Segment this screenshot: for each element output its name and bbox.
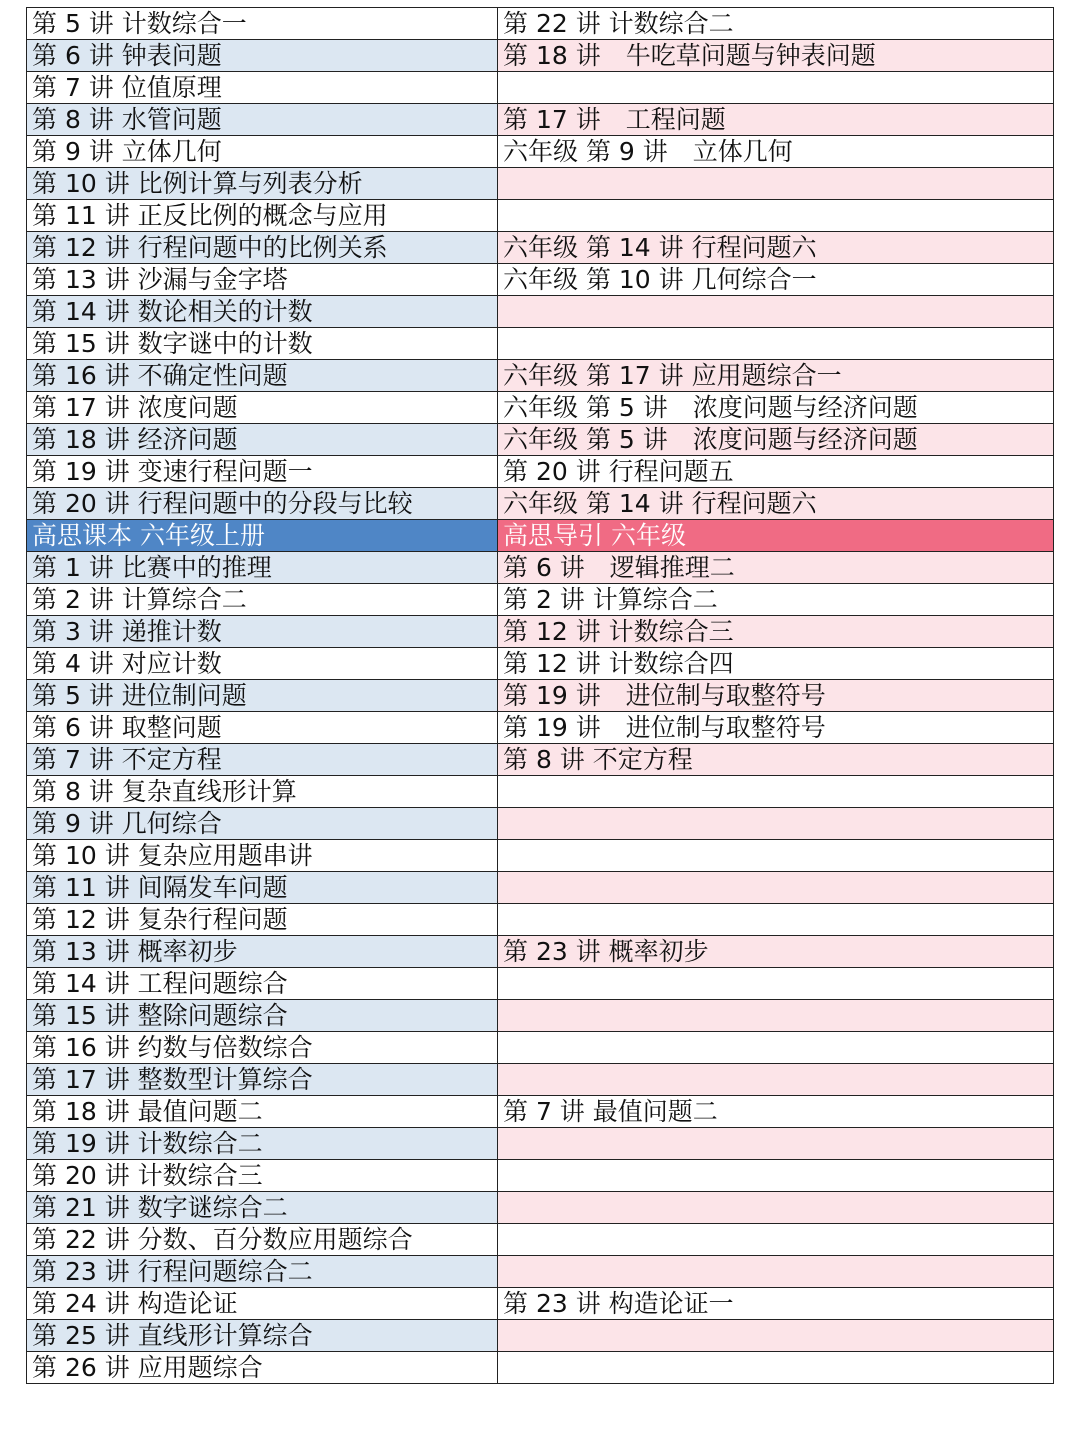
mapped-lesson-cell: 六年级 第 10 讲 几何综合一 [498, 264, 1054, 296]
mapped-lesson-cell [498, 328, 1054, 360]
lesson-cell: 第 19 讲 计数综合二 [27, 1128, 498, 1160]
lesson-cell: 第 22 讲 分数、百分数应用题综合 [27, 1224, 498, 1256]
lesson-cell: 第 17 讲 浓度问题 [27, 392, 498, 424]
lesson-cell: 第 12 讲 行程问题中的比例关系 [27, 232, 498, 264]
table-row [27, 1064, 1054, 1096]
lesson-cell: 第 24 讲 构造论证 [27, 1288, 498, 1320]
lesson-cell: 第 10 讲 复杂应用题串讲 [27, 840, 498, 872]
mapped-lesson-cell: 第 7 讲 最值问题二 [498, 1096, 1054, 1128]
lesson-cell: 第 18 讲 经济问题 [27, 424, 498, 456]
mapped-lesson-cell: 第 18 讲 牛吃草问题与钟表问题 [498, 40, 1054, 72]
mapped-lesson-cell [498, 200, 1054, 232]
table-body [27, 8, 1054, 1384]
mapped-lesson-cell: 第 19 讲 进位制与取整符号 [498, 712, 1054, 744]
lesson-cell: 第 7 讲 不定方程 [27, 744, 498, 776]
table-row [27, 904, 1054, 936]
mapped-lesson-cell: 第 23 讲 概率初步 [498, 936, 1054, 968]
lesson-cell: 第 19 讲 变速行程问题一 [27, 456, 498, 488]
mapped-lesson-cell [498, 840, 1054, 872]
table-row [27, 1160, 1054, 1192]
mapped-lesson-cell [498, 296, 1054, 328]
table-row [27, 8, 1054, 40]
table-row [27, 1000, 1054, 1032]
lesson-cell: 第 20 讲 计数综合三 [27, 1160, 498, 1192]
lesson-cell: 第 15 讲 数字谜中的计数 [27, 328, 498, 360]
mapped-lesson-cell: 六年级 第 14 讲 行程问题六 [498, 488, 1054, 520]
table-row [27, 1192, 1054, 1224]
table-row [27, 552, 1054, 584]
mapped-lesson-cell [498, 904, 1054, 936]
table-row [27, 1224, 1054, 1256]
table-row [27, 872, 1054, 904]
lesson-cell: 第 16 讲 约数与倍数综合 [27, 1032, 498, 1064]
mapped-lesson-cell: 第 12 讲 计数综合四 [498, 648, 1054, 680]
lesson-cell: 第 5 讲 计数综合一 [27, 8, 498, 40]
table-row [27, 712, 1054, 744]
lesson-cell: 第 7 讲 位值原理 [27, 72, 498, 104]
mapped-lesson-cell [498, 1128, 1054, 1160]
mapped-lesson-cell: 第 2 讲 计算综合二 [498, 584, 1054, 616]
mapped-lesson-cell: 第 8 讲 不定方程 [498, 744, 1054, 776]
mapped-lesson-cell [498, 1000, 1054, 1032]
table-row [27, 200, 1054, 232]
table-row [27, 136, 1054, 168]
mapped-lesson-cell: 第 23 讲 构造论证一 [498, 1288, 1054, 1320]
table-row [27, 648, 1054, 680]
mapped-lesson-cell [498, 776, 1054, 808]
mapped-lesson-cell [498, 72, 1054, 104]
table-row [27, 296, 1054, 328]
course-mapping-table [26, 7, 1054, 1384]
lesson-cell: 第 5 讲 进位制问题 [27, 680, 498, 712]
table-row [27, 1128, 1054, 1160]
lesson-cell: 第 18 讲 最值问题二 [27, 1096, 498, 1128]
table-row [27, 616, 1054, 648]
mapped-lesson-cell [498, 1192, 1054, 1224]
table-row [27, 1320, 1054, 1352]
mapped-lesson-cell [498, 1160, 1054, 1192]
lesson-cell: 第 14 讲 工程问题综合 [27, 968, 498, 1000]
lesson-cell: 第 2 讲 计算综合二 [27, 584, 498, 616]
table-row [27, 232, 1054, 264]
table-row [27, 360, 1054, 392]
mapped-lesson-cell [498, 1224, 1054, 1256]
mapped-lesson-cell: 六年级 第 14 讲 行程问题六 [498, 232, 1054, 264]
section-header-row [27, 520, 1054, 552]
table-row [27, 1032, 1054, 1064]
table-row [27, 776, 1054, 808]
mapped-lesson-cell: 第 6 讲 逻辑推理二 [498, 552, 1054, 584]
lesson-cell: 第 13 讲 概率初步 [27, 936, 498, 968]
mapped-lesson-cell [498, 1352, 1054, 1384]
mapped-lesson-cell: 第 22 讲 计数综合二 [498, 8, 1054, 40]
lesson-cell: 第 13 讲 沙漏与金字塔 [27, 264, 498, 296]
table-row [27, 1096, 1054, 1128]
mapped-lesson-cell [498, 168, 1054, 200]
mapped-lesson-cell: 第 19 讲 进位制与取整符号 [498, 680, 1054, 712]
lesson-cell: 第 14 讲 数论相关的计数 [27, 296, 498, 328]
mapped-lesson-cell: 六年级 第 9 讲 立体几何 [498, 136, 1054, 168]
mapped-lesson-cell: 第 17 讲 工程问题 [498, 104, 1054, 136]
mapped-lesson-cell: 六年级 第 5 讲 浓度问题与经济问题 [498, 392, 1054, 424]
table-row [27, 744, 1054, 776]
table-row [27, 584, 1054, 616]
table-row [27, 1256, 1054, 1288]
table-row [27, 840, 1054, 872]
mapped-lesson-cell: 第 12 讲 计数综合三 [498, 616, 1054, 648]
table-row [27, 40, 1054, 72]
lesson-cell: 第 6 讲 钟表问题 [27, 40, 498, 72]
mapped-lesson-cell: 第 20 讲 行程问题五 [498, 456, 1054, 488]
table-row [27, 680, 1054, 712]
table-row [27, 488, 1054, 520]
table-row [27, 808, 1054, 840]
mapped-lesson-cell [498, 1032, 1054, 1064]
table-row [27, 936, 1054, 968]
lesson-cell: 第 17 讲 整数型计算综合 [27, 1064, 498, 1096]
lesson-cell: 第 23 讲 行程问题综合二 [27, 1256, 498, 1288]
table-row [27, 968, 1054, 1000]
lesson-cell: 第 16 讲 不确定性问题 [27, 360, 498, 392]
mapped-lesson-cell [498, 872, 1054, 904]
lesson-cell: 第 8 讲 水管问题 [27, 104, 498, 136]
mapped-lesson-cell: 六年级 第 17 讲 应用题综合一 [498, 360, 1054, 392]
table-row [27, 104, 1054, 136]
lesson-cell: 第 1 讲 比赛中的推理 [27, 552, 498, 584]
table-row [27, 392, 1054, 424]
lesson-cell: 第 8 讲 复杂直线形计算 [27, 776, 498, 808]
mapped-lesson-cell [498, 1064, 1054, 1096]
table-row [27, 264, 1054, 296]
table-row [27, 456, 1054, 488]
table-row [27, 328, 1054, 360]
table-row [27, 72, 1054, 104]
lesson-cell: 第 12 讲 复杂行程问题 [27, 904, 498, 936]
lesson-cell: 第 11 讲 间隔发车问题 [27, 872, 498, 904]
lesson-cell: 第 21 讲 数字谜综合二 [27, 1192, 498, 1224]
mapped-lesson-cell: 六年级 第 5 讲 浓度问题与经济问题 [498, 424, 1054, 456]
lesson-cell: 第 20 讲 行程问题中的分段与比较 [27, 488, 498, 520]
table-row [27, 168, 1054, 200]
lesson-cell: 第 25 讲 直线形计算综合 [27, 1320, 498, 1352]
lesson-cell: 第 15 讲 整除问题综合 [27, 1000, 498, 1032]
table-row [27, 424, 1054, 456]
lesson-cell: 第 9 讲 几何综合 [27, 808, 498, 840]
lesson-cell: 第 3 讲 递推计数 [27, 616, 498, 648]
mapped-lesson-cell [498, 808, 1054, 840]
table-row [27, 1352, 1054, 1384]
mapped-lesson-cell [498, 968, 1054, 1000]
lesson-cell: 第 26 讲 应用题综合 [27, 1352, 498, 1384]
right-section-title: 高思导引 六年级 [498, 520, 1054, 552]
lesson-cell: 第 11 讲 正反比例的概念与应用 [27, 200, 498, 232]
lesson-cell: 第 9 讲 立体几何 [27, 136, 498, 168]
table-row [27, 1288, 1054, 1320]
left-section-title: 高思课本 六年级上册 [27, 520, 498, 552]
mapped-lesson-cell [498, 1256, 1054, 1288]
lesson-cell: 第 4 讲 对应计数 [27, 648, 498, 680]
mapped-lesson-cell [498, 1320, 1054, 1352]
lesson-cell: 第 6 讲 取整问题 [27, 712, 498, 744]
lesson-cell: 第 10 讲 比例计算与列表分析 [27, 168, 498, 200]
